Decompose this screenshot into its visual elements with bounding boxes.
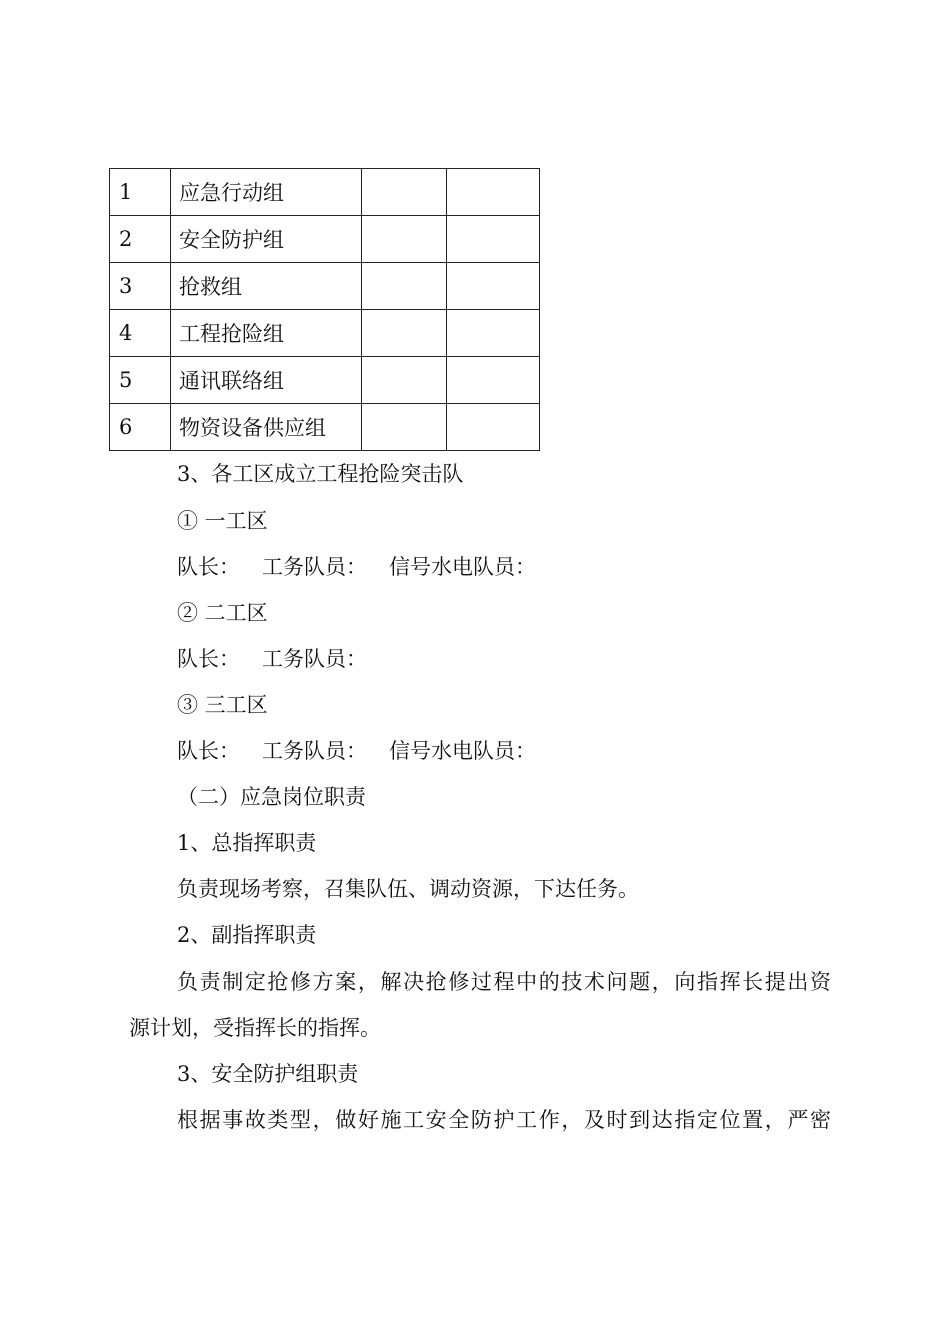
- empty-cell: [362, 357, 447, 404]
- empty-cell: [362, 216, 447, 263]
- leader-label: 队长：: [177, 739, 240, 763]
- empty-cell: [447, 216, 540, 263]
- table-row: [110, 216, 540, 263]
- table-row: [110, 263, 540, 310]
- empty-cell: [362, 169, 447, 216]
- track-member-label: 工务队员：: [262, 647, 367, 671]
- row-number: 4: [110, 310, 171, 357]
- empty-cell: [447, 357, 540, 404]
- section-heading-duties: （二）应急岗位职责: [177, 785, 366, 809]
- table-row: [110, 404, 540, 451]
- duty1-title: 1、总指挥职责: [177, 831, 317, 855]
- group-name: 抢救组: [171, 263, 362, 310]
- group-name: 应急行动组: [171, 169, 362, 216]
- zone2-members: [177, 644, 367, 674]
- table-row: [110, 310, 540, 357]
- duty2-title: 2、副指挥职责: [177, 923, 317, 947]
- emergency-groups-table: [109, 168, 540, 451]
- empty-cell: [447, 263, 540, 310]
- duty3-title: 3、安全防护组职责: [177, 1062, 359, 1086]
- track-member-label: 工务队员：: [262, 739, 367, 763]
- duty2-text-line2: 源计划，受指挥长的指挥。: [129, 1016, 381, 1040]
- duty3-text-line1: 根据事故类型，做好施工安全防护工作，及时到达指定位置，严密: [177, 1108, 831, 1132]
- group-name: 安全防护组: [171, 216, 362, 263]
- zone3-members: [177, 736, 536, 766]
- table-row: [110, 357, 540, 404]
- signal-member-label: 信号水电队员：: [389, 739, 536, 763]
- duty1-text: 负责现场考察，召集队伍、调动资源，下达任务。: [177, 877, 639, 901]
- empty-cell: [447, 404, 540, 451]
- empty-cell: [362, 263, 447, 310]
- row-number: 2: [110, 216, 171, 263]
- signal-member-label: 信号水电队员：: [389, 555, 536, 579]
- zone2-title: ② 二工区: [177, 601, 268, 625]
- row-number: 6: [110, 404, 171, 451]
- empty-cell: [362, 404, 447, 451]
- heading-rescue-teams: 3、各工区成立工程抢险突击队: [177, 462, 464, 486]
- zone3-title: ③ 三工区: [177, 693, 268, 717]
- leader-label: 队长：: [177, 555, 240, 579]
- row-number: 3: [110, 263, 171, 310]
- group-name: 物资设备供应组: [171, 404, 362, 451]
- duty2-text-line1: 负责制定抢修方案，解决抢修过程中的技术问题，向指挥长提出资: [177, 970, 831, 994]
- group-name: 工程抢险组: [171, 310, 362, 357]
- track-member-label: 工务队员：: [262, 555, 367, 579]
- table-row: [110, 169, 540, 216]
- empty-cell: [447, 310, 540, 357]
- zone1-members: [177, 552, 536, 582]
- row-number: 1: [110, 169, 171, 216]
- empty-cell: [447, 169, 540, 216]
- zone1-title: ① 一工区: [177, 509, 268, 533]
- leader-label: 队长：: [177, 647, 240, 671]
- group-name: 通讯联络组: [171, 357, 362, 404]
- row-number: 5: [110, 357, 171, 404]
- empty-cell: [362, 310, 447, 357]
